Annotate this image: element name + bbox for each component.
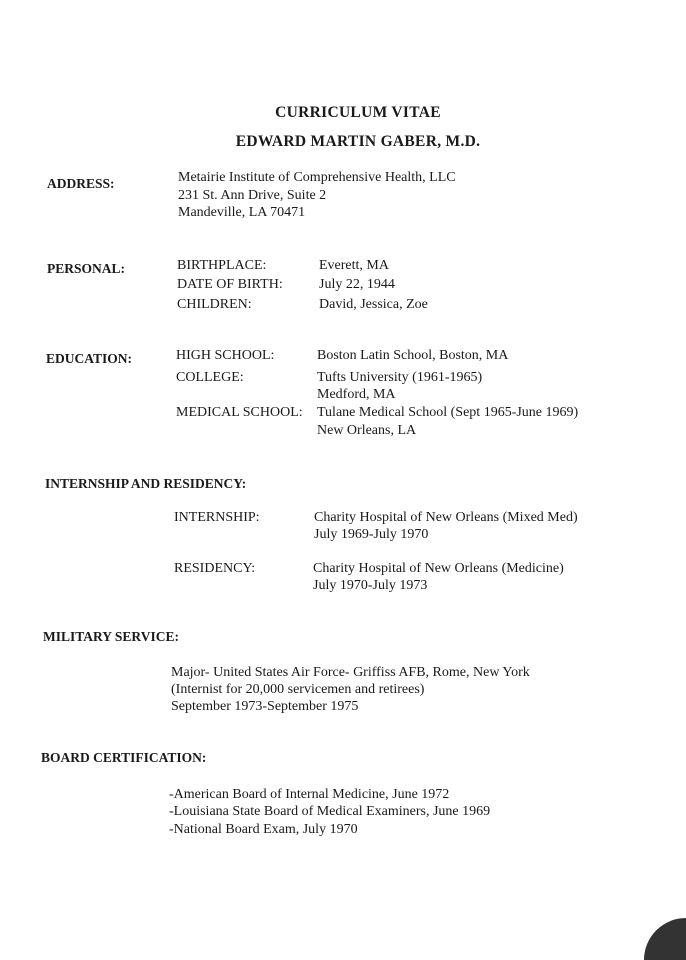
field-value: Medford, MA [317, 387, 396, 402]
board-line: -National Board Exam, July 1970 [169, 822, 358, 837]
field-label: CHILDREN: [177, 297, 252, 312]
military-line: September 1973-September 1975 [171, 699, 359, 714]
field-value: Boston Latin School, Boston, MA [317, 348, 509, 363]
field-label: MEDICAL SCHOOL: [176, 405, 303, 420]
field-value: July 1970-July 1973 [313, 578, 428, 593]
education-heading: EDUCATION: [46, 351, 133, 366]
field-value: Tufts University (1961-1965) [317, 370, 483, 385]
field-label: DATE OF BIRTH: [177, 277, 283, 292]
address-line: 231 St. Ann Drive, Suite 2 [178, 188, 327, 203]
address-line: Mandeville, LA 70471 [178, 205, 306, 220]
field-value: July 22, 1944 [319, 277, 395, 292]
field-value: Charity Hospital of New Orleans (Mixed Med) [314, 510, 578, 525]
military-heading: MILITARY SERVICE: [43, 629, 179, 644]
field-label: INTERNSHIP: [174, 510, 260, 525]
field-value: Tulane Medical School (Sept 1965-June 1969) [317, 405, 579, 420]
military-line: Major- United States Air Force- Griffiss AFB, Rome, New York [171, 665, 530, 680]
address-line: Metairie Institute of Comprehensive Health, LLC [178, 170, 456, 185]
field-label: BIRTHPLACE: [177, 258, 267, 273]
military-line: (Internist for 20,000 servicemen and retirees) [171, 682, 425, 697]
address-heading: ADDRESS: [47, 176, 115, 191]
training-heading: INTERNSHIP AND RESIDENCY: [45, 476, 247, 491]
document-title: CURRICULUM VITAE [275, 104, 441, 121]
personal-heading: PERSONAL: [47, 261, 126, 276]
field-label: COLLEGE: [176, 370, 244, 385]
board-heading: BOARD CERTIFICATION: [41, 750, 207, 765]
field-value: New Orleans, LA [317, 423, 417, 438]
field-value: July 1969-July 1970 [314, 527, 429, 542]
board-line: -American Board of Internal Medicine, June 1972 [169, 787, 450, 802]
field-label: RESIDENCY: [174, 561, 256, 576]
field-value: Everett, MA [319, 258, 389, 273]
page-corner-mark [644, 918, 686, 960]
person-name: EDWARD MARTIN GABER, M.D. [235, 133, 481, 150]
field-value: David, Jessica, Zoe [319, 297, 428, 312]
field-label: HIGH SCHOOL: [176, 348, 275, 363]
field-value: Charity Hospital of New Orleans (Medicine) [313, 561, 564, 576]
board-line: -Louisiana State Board of Medical Examiners, June 1969 [169, 804, 491, 819]
